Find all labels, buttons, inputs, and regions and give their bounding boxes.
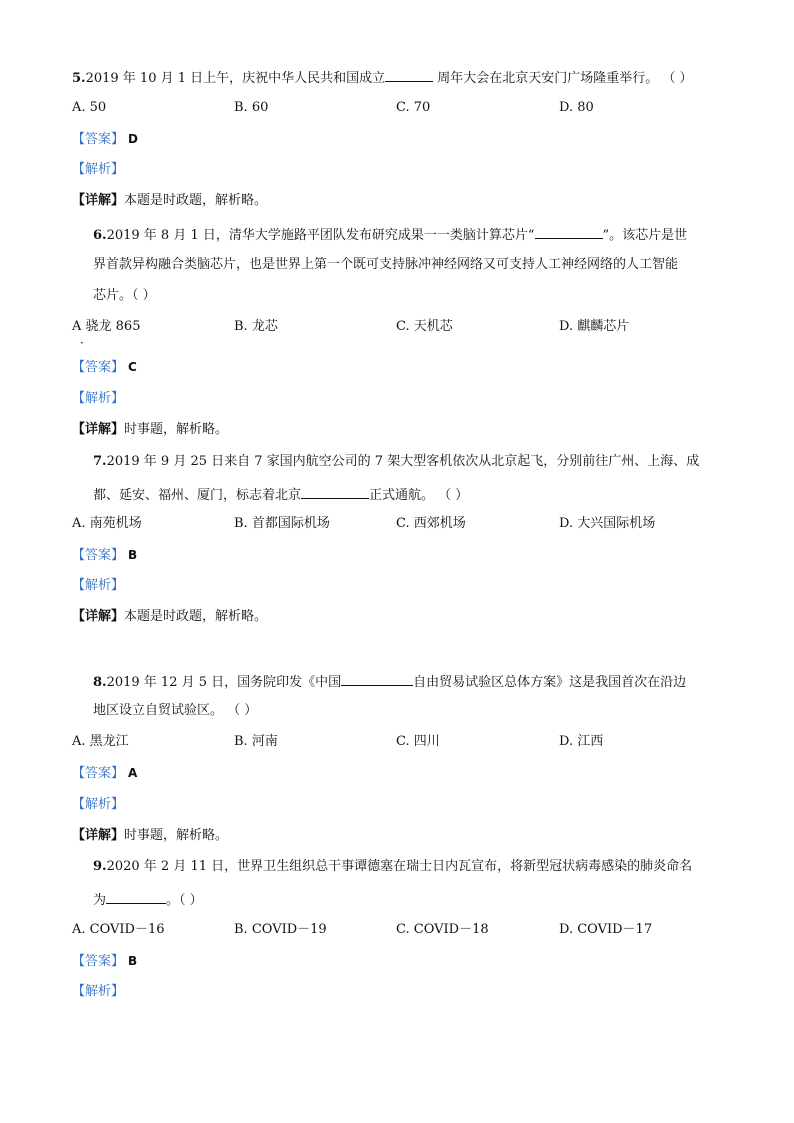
- question-7-stem-line-1: 7.2019 年 9 月 25 日来自 7 家国内航空公司的 7 架大型客机依次从北京起飞，分别前往广州、上海、成: [93, 454, 700, 469]
- fill-blank: [535, 224, 603, 239]
- option-d: D. 大兴国际机场: [559, 516, 656, 531]
- fill-blank: [301, 484, 369, 499]
- fill-blank: [341, 671, 413, 686]
- answer-value: A: [128, 766, 138, 780]
- option-c: C. 四川: [396, 734, 440, 749]
- detail-label: 【详解】: [72, 609, 125, 624]
- detail-label: 【详解】: [72, 422, 125, 437]
- answer-label: 【答案】: [72, 360, 125, 375]
- analysis-line: [72, 390, 124, 408]
- question-6-stem-line-1: 6.2019 年 8 月 1 日，清华大学施路平团队发布研究成果一一类脑计算芯片“ ”。该芯片是世: [93, 224, 687, 245]
- detail-line: [72, 608, 267, 626]
- answer-label: 【答案】: [72, 548, 125, 563]
- answer-value: B: [128, 954, 138, 968]
- option-a: A. 50: [72, 100, 107, 115]
- analysis-line: [72, 161, 124, 179]
- detail-text: 时事题，解析略。: [124, 422, 229, 437]
- detail-text: 本题是时政题，解析略。: [124, 609, 268, 624]
- option-c: C. 天机芯: [396, 319, 453, 334]
- option-b: B. 60: [234, 100, 269, 115]
- answer-line: [72, 130, 138, 149]
- answer-value: C: [128, 360, 137, 374]
- question-9-stem-line-2: 为 。（ ）: [93, 889, 203, 910]
- detail-text: 本题是时政题，解析略。: [124, 193, 268, 208]
- question-7-stem-line-2: 都、延安、福州、厦门，标志着北京 正式通航。 （ ）: [93, 484, 468, 505]
- option-d: D. 80: [559, 100, 594, 115]
- option-a: A. 南苑机场: [72, 516, 142, 531]
- option-b: B. 河南: [234, 734, 278, 749]
- fill-blank: [385, 67, 433, 82]
- option-d: D. 麒麟芯片: [559, 319, 630, 334]
- question-number: 8.: [93, 675, 107, 690]
- detail-line: [72, 192, 267, 210]
- analysis-label: 【解析】: [72, 391, 125, 406]
- question-5-stem: 5.2019 年 10 月 1 日上午，庆祝中华人民共和国成立 周年大会在北京天安门广场隆重举行。 （ ）: [72, 67, 693, 88]
- question-number: 6.: [93, 228, 107, 243]
- question-8-stem-line-2: 地区设立自贸试验区。 （ ）: [93, 703, 258, 718]
- question-number: 5.: [72, 71, 86, 86]
- answer-label: 【答案】: [72, 766, 125, 781]
- answer-label: 【答案】: [72, 132, 125, 147]
- answer-value: B: [128, 548, 138, 562]
- analysis-label: 【解析】: [72, 162, 125, 177]
- option-a: A 骁龙 865: [72, 319, 141, 334]
- question-number: 7.: [93, 454, 107, 469]
- question-8-stem-line-1: 8.2019 年 12 月 5 日，国务院印发《中国 自由贸易试验区总体方案》这是我国首次在沿边: [93, 671, 686, 692]
- stray-dot: ·: [80, 336, 84, 350]
- analysis-label: 【解析】: [72, 984, 125, 999]
- option-b: B. COVID－19: [234, 922, 327, 937]
- option-c: C. 西郊机场: [396, 516, 466, 531]
- answer-line: [72, 546, 137, 565]
- answer-line: [72, 764, 137, 783]
- analysis-label: 【解析】: [72, 578, 125, 593]
- option-b: B. 龙芯: [234, 319, 278, 334]
- option-a: A. 黑龙江: [72, 734, 129, 749]
- answer-line: [72, 952, 137, 971]
- detail-label: 【详解】: [72, 828, 125, 843]
- answer-value: D: [128, 132, 138, 146]
- option-c: C. COVID－18: [396, 922, 489, 937]
- option-d: D. 江西: [559, 734, 604, 749]
- option-b: B. 首都国际机场: [234, 516, 330, 531]
- analysis-line: [72, 796, 124, 814]
- analysis-line: [72, 983, 124, 1001]
- question-number: 9.: [93, 859, 107, 874]
- answer-label: 【答案】: [72, 954, 125, 969]
- detail-text: 时事题，解析略。: [124, 828, 229, 843]
- analysis-line: [72, 577, 124, 595]
- question-9-stem-line-1: 9.2020 年 2 月 11 日，世界卫生组织总干事谭德塞在瑞士日内瓦宣布，将新型冠状病毒感染的肺炎命名: [93, 859, 693, 874]
- option-c: C. 70: [396, 100, 431, 115]
- answer-line: [72, 358, 137, 377]
- fill-blank: [106, 889, 166, 904]
- detail-line: [72, 827, 228, 845]
- question-6-stem-line-2: 界首款异构融合类脑芯片，也是世界上第一个既可支持脉冲神经网络又可支持人工神经网络的人工智能: [93, 257, 679, 272]
- option-d: D. COVID－17: [559, 922, 653, 937]
- detail-label: 【详解】: [72, 193, 125, 208]
- question-6-stem-line-3: 芯片。（ ）: [93, 288, 156, 303]
- analysis-label: 【解析】: [72, 797, 125, 812]
- detail-line: [72, 421, 228, 439]
- option-a: A. COVID－16: [72, 922, 165, 937]
